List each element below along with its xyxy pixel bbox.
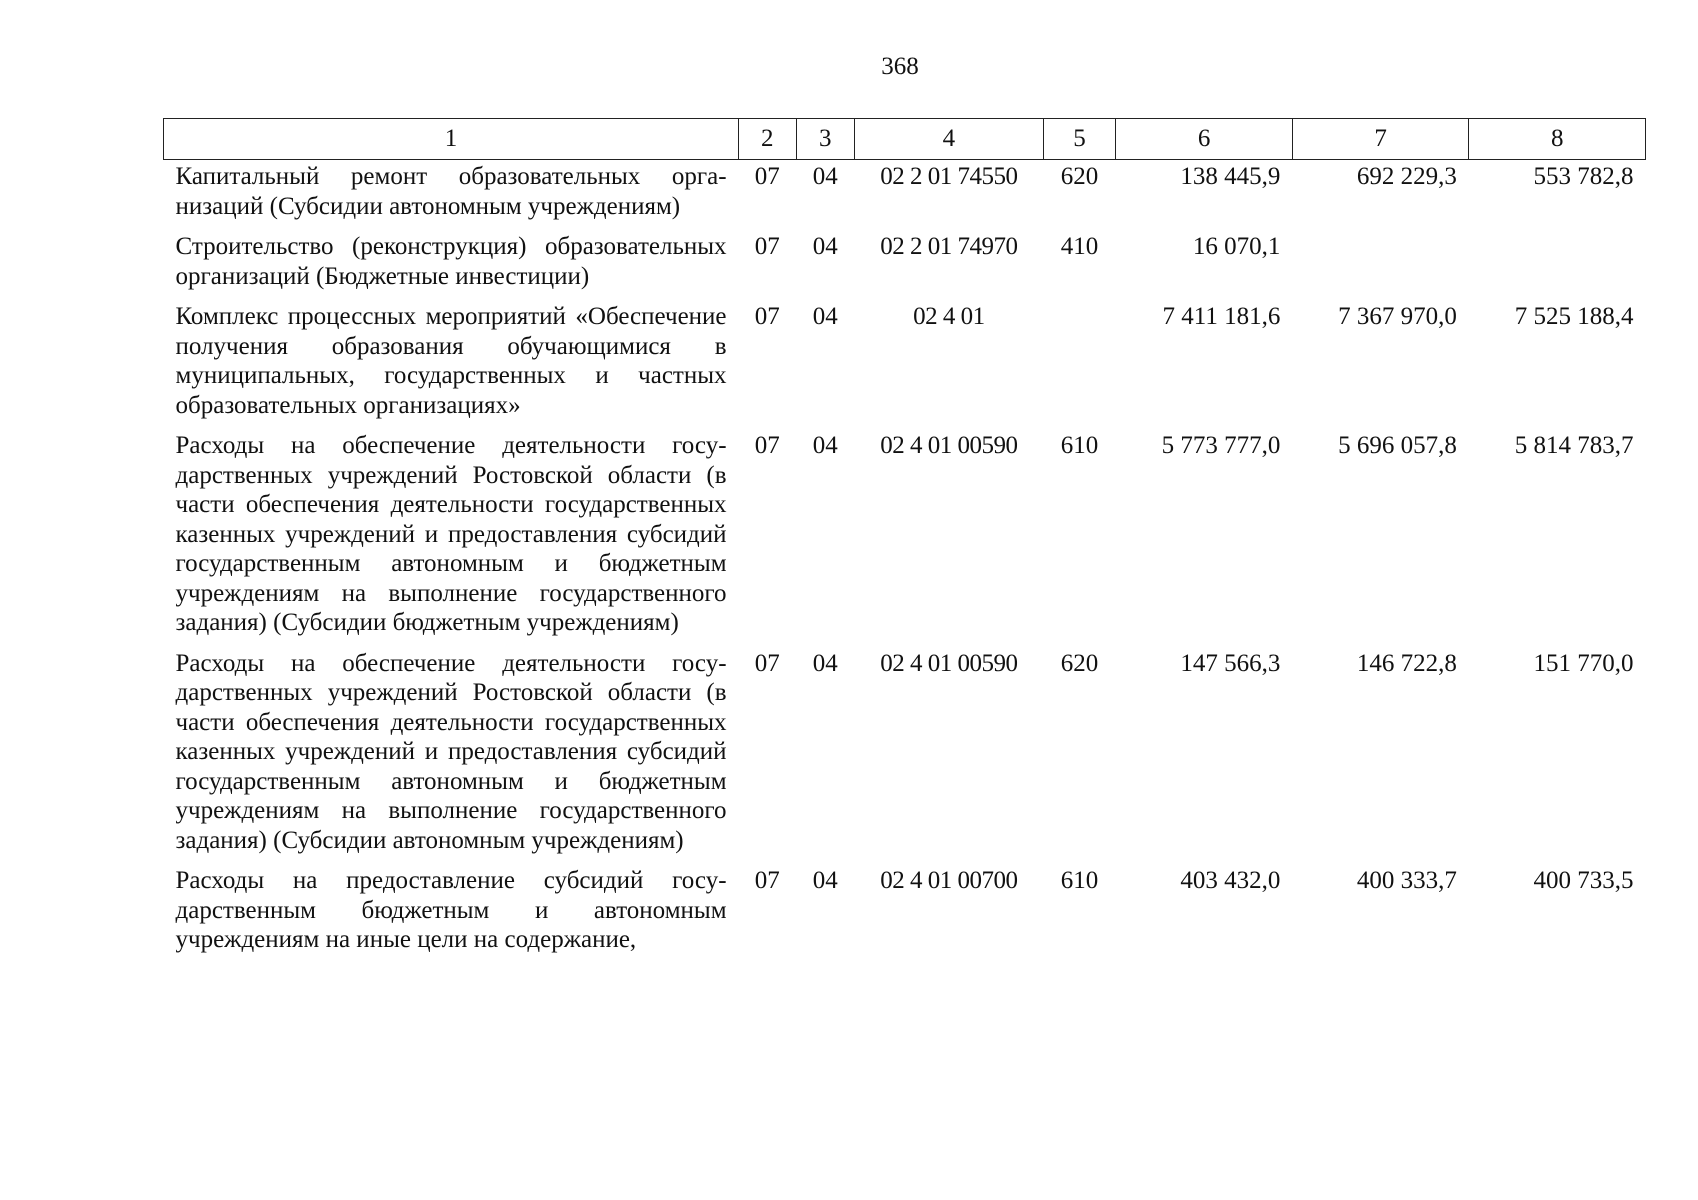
row-amount-col7: 7 367 970,0 [1338,303,1457,330]
row-amount-col7: 692 229,3 [1356,163,1457,190]
column-header-8: 8 [1469,119,1646,160]
column-header-3: 3 [796,119,855,160]
table-row [164,160,1646,233]
row-amount-col6: 16 070,1 [1192,233,1281,260]
table-row [164,866,1646,966]
row-amount-col7 [1292,232,1469,302]
row-name: Расходы на предоставление субсидий государственным бюджетным и автономным учреждениям на иные цели на содержание, [175,867,727,953]
row-amount-col6: 7 411 181,6 [1162,303,1281,330]
row-section: 07 [754,432,780,459]
row-target-code: 02 4 01 [913,303,985,330]
row-target-code: 02 2 01 74970 [880,233,1018,260]
row-amount-col7: 146 722,8 [1356,649,1457,677]
row-amount-col8: 7 525 188,4 [1514,303,1634,330]
row-subsection: 04 [812,233,838,260]
row-subsection: 04 [812,649,838,677]
row-section: 07 [754,649,780,677]
column-header-4: 4 [855,119,1044,160]
table-row [164,232,1646,302]
row-amount-col6: 403 432,0 [1180,867,1281,894]
column-header-5: 5 [1043,119,1116,160]
row-target-code: 02 4 01 00590 [880,649,1018,677]
budget-table [163,118,1646,966]
column-header-7: 7 [1292,119,1469,160]
column-header-6: 6 [1116,119,1293,160]
row-target-code: 02 4 01 00590 [880,432,1018,459]
row-amount-col7: 400 333,7 [1356,867,1457,894]
row-amount-col8: 553 782,8 [1533,163,1634,190]
row-expense-type: 610 [1060,432,1099,459]
row-amount-col8: 5 814 783,7 [1514,432,1634,459]
row-section: 07 [754,163,780,190]
header-row [164,119,1646,160]
row-expense-type [1043,302,1116,431]
row-amount-col8 [1469,232,1646,302]
row-expense-type: 620 [1060,649,1099,677]
row-name: Строительство (реконструкция) образовательных организаций (Бюджетные инвестиции) [175,233,727,290]
row-amount-col6: 5 773 777,0 [1161,432,1281,459]
row-target-code: 02 2 01 74550 [880,163,1018,190]
row-expense-type: 620 [1060,163,1099,190]
row-subsection: 04 [812,867,838,894]
row-expense-type: 410 [1060,233,1099,260]
row-subsection: 04 [812,432,838,459]
row-amount-col7: 5 696 057,8 [1338,432,1457,459]
column-header-1: 1 [164,119,739,160]
table-row [164,302,1646,431]
row-name: Расходы на обеспечение деятельности государственных учреждений Ростовской области (в части обеспечения деятельности государственных казенных учреждений и предоставления субсидий государственным автономным и бюджетным учреждениям на выполнение государственного задания) (Субсидии бюджетным учреждениям) [175,432,727,636]
row-section: 07 [754,867,780,894]
table-row [164,649,1646,867]
row-name: Расходы на обеспечение деятельности государственных учреждений Ростовской области (в части обеспечения деятельности государственных казенных учреждений и предоставления субсидий государственным автономным и бюджетным учреждениям на выполнение государственного задания) (Субсидии автономным учреждениям) [175,649,727,854]
page-number: 368 [881,53,919,80]
table-row [164,431,1646,649]
row-target-code: 02 4 01 00700 [880,867,1018,894]
row-name: Комплекс процессных мероприятий «Обеспечение получения образования обучающимися в муниципальных, государственных и частных образовательных организациях» [175,303,727,419]
row-amount-col8: 151 770,0 [1533,649,1634,677]
row-name: Капитальный ремонт образовательных организаций (Субсидии автономным учреждениям) [175,163,727,220]
row-subsection: 04 [812,303,838,330]
column-header-2: 2 [739,119,797,160]
row-subsection: 04 [812,163,838,190]
row-section: 07 [754,233,780,260]
row-amount-col6: 147 566,3 [1180,649,1281,677]
row-amount-col6: 138 445,9 [1180,163,1281,190]
row-expense-type: 610 [1060,867,1099,894]
row-amount-col8: 400 733,5 [1533,867,1634,894]
row-section: 07 [754,303,780,330]
